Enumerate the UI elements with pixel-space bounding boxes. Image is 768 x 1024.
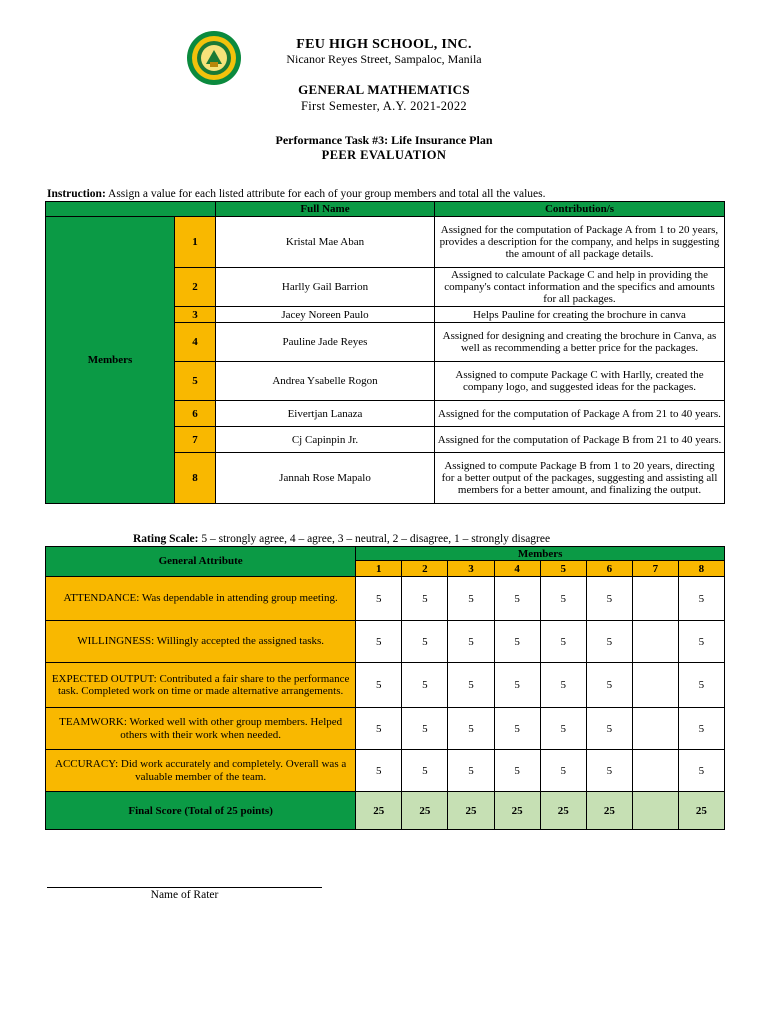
score-cell: 5 — [402, 621, 448, 663]
score-cell: 5 — [586, 663, 632, 708]
member-number: 4 — [175, 323, 216, 362]
final-score-cell: 25 — [494, 792, 540, 830]
rating-scale-body: 5 – strongly agree, 4 – agree, 3 – neutral, 2 – disagree, 1 – strongly disagree — [198, 533, 551, 545]
school-name: FEU HIGH SCHOOL, INC. — [296, 37, 472, 52]
member-contribution: Assigned to compute Package C with Harlly, created the company logo, and suggested ideas for the packages. — [435, 362, 725, 401]
member-name: Eivertjan Lanaza — [216, 401, 435, 427]
member-number: 2 — [175, 268, 216, 307]
instruction-label: Instruction: — [47, 188, 106, 200]
rating-table — [45, 546, 725, 830]
score-cell: 5 — [402, 663, 448, 708]
evaluation-title: PEER EVALUATION — [321, 148, 447, 162]
score-cell: 5 — [540, 708, 586, 750]
score-cell: 5 — [540, 577, 586, 621]
attribute-label: ACCURACY: Did work accurately and completely. Overall was a valuable member of the team. — [46, 750, 356, 792]
header-members: Members — [356, 547, 725, 561]
score-cell: 5 — [448, 577, 494, 621]
score-cell: 5 — [494, 621, 540, 663]
attribute-row — [46, 750, 725, 792]
attribute-label: TEAMWORK: Worked well with other group members. Helped others with their work when needed. — [46, 708, 356, 750]
members-table — [45, 201, 725, 504]
member-name: Jannah Rose Mapalo — [216, 453, 435, 504]
score-cell: 5 — [402, 708, 448, 750]
score-cell: 5 — [678, 750, 724, 792]
member-name: Harlly Gail Barrion — [216, 268, 435, 307]
subject-title: GENERAL MATHEMATICS — [298, 82, 470, 97]
score-cell: 5 — [586, 621, 632, 663]
score-cell: 5 — [540, 750, 586, 792]
rating-header-row — [46, 547, 725, 561]
members-group-label: Members — [46, 217, 175, 504]
score-cell: 5 — [678, 708, 724, 750]
attribute-row — [46, 708, 725, 750]
member-name: Cj Capinpin Jr. — [216, 427, 435, 453]
rater-signature-line — [47, 887, 322, 888]
score-cell: 5 — [678, 577, 724, 621]
score-cell — [632, 708, 678, 750]
member-contribution: Assigned to compute Package B from 1 to 20 years, directing for a better output of the packages, suggesting and assisting all members for a better amount, and finalizing the output. — [435, 453, 725, 504]
score-cell: 5 — [402, 577, 448, 621]
member-name: Andrea Ysabelle Rogon — [216, 362, 435, 401]
score-cell: 5 — [678, 663, 724, 708]
member-row — [46, 217, 725, 268]
semester-text: First Semester, A.Y. 2021-2022 — [301, 99, 467, 113]
score-cell: 5 — [356, 621, 402, 663]
member-contribution: Assigned for the computation of Package A from 1 to 20 years, provides a description for the company, and helps in suggesting the amount of all package details. — [435, 217, 725, 268]
attribute-row — [46, 577, 725, 621]
score-cell — [632, 663, 678, 708]
final-score-cell — [632, 792, 678, 830]
member-column-number: 8 — [678, 561, 724, 577]
final-score-cell: 25 — [678, 792, 724, 830]
final-score-cell: 25 — [540, 792, 586, 830]
member-column-number: 1 — [356, 561, 402, 577]
member-column-number: 7 — [632, 561, 678, 577]
member-column-number: 2 — [402, 561, 448, 577]
final-score-label: Final Score (Total of 25 points) — [46, 792, 356, 830]
attribute-label: EXPECTED OUTPUT: Contributed a fair share to the performance task. Completed work on time or made alternative arrangements. — [46, 663, 356, 708]
rater-label: Name of Rater — [150, 889, 219, 901]
score-cell: 5 — [586, 708, 632, 750]
score-cell: 5 — [448, 621, 494, 663]
score-cell: 5 — [494, 750, 540, 792]
score-cell — [632, 621, 678, 663]
member-contribution: Assigned to calculate Package C and help in providing the company's contact information and the specifics and amounts for all packages. — [435, 268, 725, 307]
score-cell: 5 — [678, 621, 724, 663]
instruction-text — [47, 188, 546, 200]
final-score-cell: 25 — [402, 792, 448, 830]
header-blank — [46, 202, 216, 217]
score-cell: 5 — [540, 621, 586, 663]
instruction-body: Assign a value for each listed attribute for each of your group members and total all the values. — [105, 188, 546, 200]
member-name: Kristal Mae Aban — [216, 217, 435, 268]
score-cell: 5 — [586, 577, 632, 621]
score-cell: 5 — [494, 663, 540, 708]
member-number: 6 — [175, 401, 216, 427]
final-score-cell: 25 — [586, 792, 632, 830]
score-cell: 5 — [402, 750, 448, 792]
members-header-row — [46, 202, 725, 217]
member-number: 7 — [175, 427, 216, 453]
task-title: Performance Task #3: Life Insurance Plan — [275, 133, 493, 147]
member-number: 1 — [175, 217, 216, 268]
header-contributions: Contribution/s — [435, 202, 725, 217]
score-cell: 5 — [448, 708, 494, 750]
header-full-name: Full Name — [216, 202, 435, 217]
score-cell: 5 — [448, 663, 494, 708]
header-general-attribute: General Attribute — [46, 547, 356, 577]
member-contribution: Assigned for designing and creating the brochure in Canva, as well as recommending a better price for the packages. — [435, 323, 725, 362]
member-name: Jacey Noreen Paulo — [216, 307, 435, 323]
rating-scale-text — [133, 533, 550, 545]
attribute-label: WILLINGNESS: Willingly accepted the assigned tasks. — [46, 621, 356, 663]
member-column-number: 3 — [448, 561, 494, 577]
final-score-cell: 25 — [448, 792, 494, 830]
score-cell: 5 — [356, 663, 402, 708]
member-contribution: Assigned for the computation of Package B from 21 to 40 years. — [435, 427, 725, 453]
attribute-row — [46, 663, 725, 708]
member-number: 8 — [175, 453, 216, 504]
final-score-row — [46, 792, 725, 830]
member-column-number: 5 — [540, 561, 586, 577]
attribute-label: ATTENDANCE: Was dependable in attending group meeting. — [46, 577, 356, 621]
score-cell: 5 — [356, 708, 402, 750]
score-cell: 5 — [494, 708, 540, 750]
member-contribution: Assigned for the computation of Package A from 21 to 40 years. — [435, 401, 725, 427]
member-number: 5 — [175, 362, 216, 401]
final-score-cell: 25 — [356, 792, 402, 830]
score-cell: 5 — [356, 750, 402, 792]
school-address: Nicanor Reyes Street, Sampaloc, Manila — [286, 52, 482, 66]
member-contribution: Helps Pauline for creating the brochure in canva — [435, 307, 725, 323]
rating-scale-label: Rating Scale: — [133, 533, 199, 545]
score-cell: 5 — [448, 750, 494, 792]
attribute-row — [46, 621, 725, 663]
member-column-number: 4 — [494, 561, 540, 577]
score-cell — [632, 750, 678, 792]
score-cell: 5 — [586, 750, 632, 792]
member-number: 3 — [175, 307, 216, 323]
member-name: Pauline Jade Reyes — [216, 323, 435, 362]
score-cell: 5 — [356, 577, 402, 621]
score-cell: 5 — [540, 663, 586, 708]
member-column-number: 6 — [586, 561, 632, 577]
score-cell — [632, 577, 678, 621]
score-cell: 5 — [494, 577, 540, 621]
